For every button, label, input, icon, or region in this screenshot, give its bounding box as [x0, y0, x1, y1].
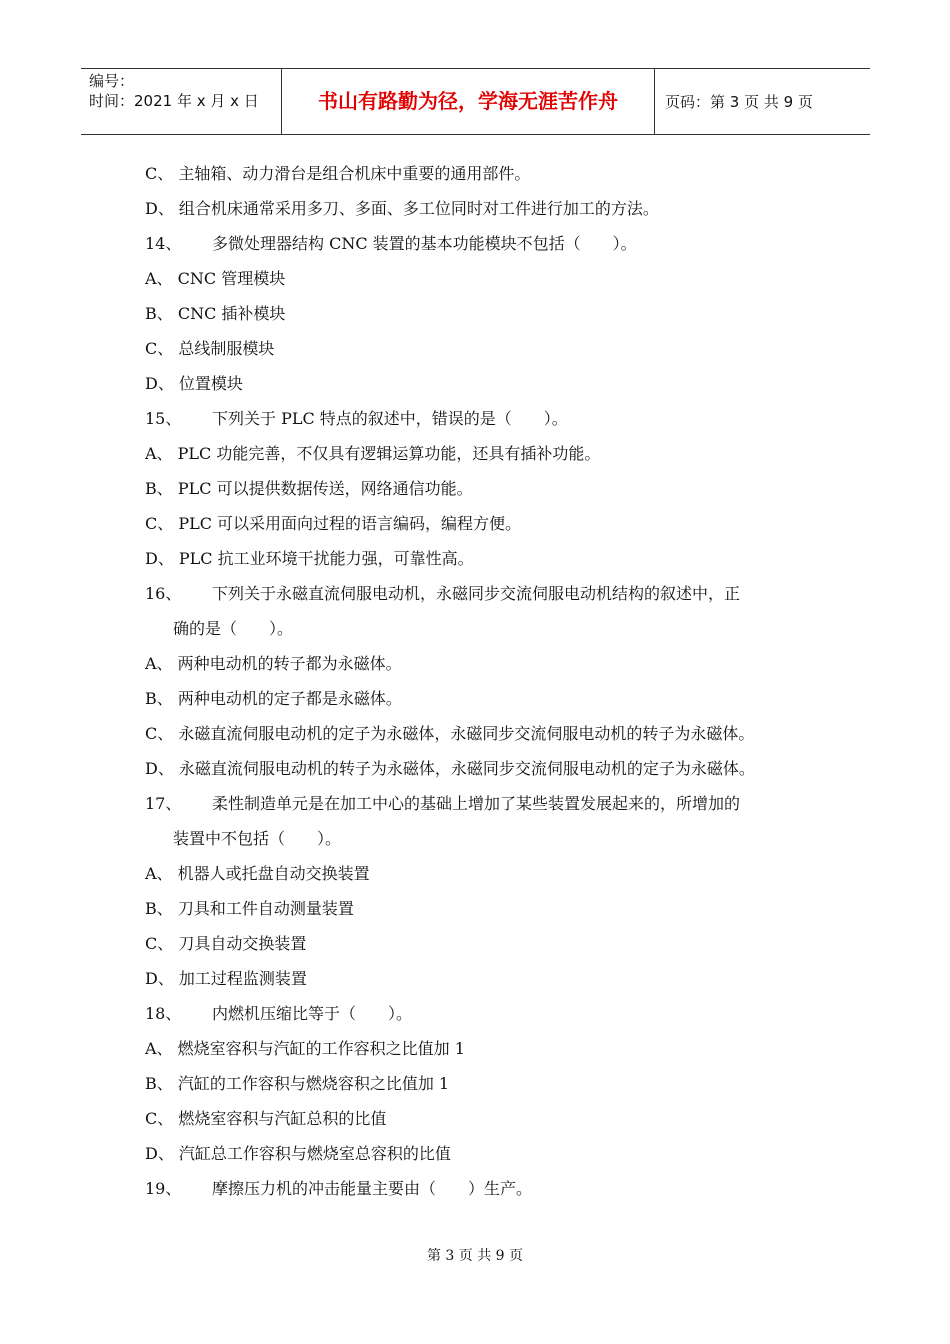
- question-number: 18、: [145, 1004, 182, 1023]
- answer-option: A、 CNC 管理模块: [145, 269, 286, 288]
- question-line: [145, 1171, 825, 1206]
- question-number: 19、: [145, 1179, 182, 1198]
- question-text: 下列关于永磁直流伺服电动机，永磁同步交流伺服电动机结构的叙述中，正: [212, 584, 741, 603]
- question-text-continuation: 装置中不包括（ ）。: [173, 829, 342, 848]
- time-label: 时间：2021 年 x 月 x 日: [89, 92, 259, 110]
- header-meta: [81, 69, 282, 134]
- header-motto: 书山有路勤为径，学海无涯苦作舟: [282, 69, 655, 134]
- page-header: [81, 68, 870, 135]
- answer-option: D、 PLC 抗工业环境干扰能力强，可靠性高。: [145, 549, 474, 568]
- question-line: [145, 226, 825, 261]
- question-text: 多微处理器结构 CNC 装置的基本功能模块不包括（ ）。: [212, 234, 637, 253]
- answer-option: B、 PLC 可以提供数据传送，网络通信功能。: [145, 479, 473, 498]
- header-page-info: 页码：第 3 页 共 9 页: [665, 93, 813, 111]
- answer-option: A、 PLC 功能完善，不仅具有逻辑运算功能，还具有插补功能。: [145, 444, 601, 463]
- question-line: [145, 401, 825, 436]
- answer-option: D、 汽缸总工作容积与燃烧室总容积的比值: [145, 1144, 451, 1163]
- answer-option: D、 加工过程监测装置: [145, 969, 307, 988]
- answer-option: B、 两种电动机的定子都是永磁体。: [145, 689, 402, 708]
- answer-option: B、 汽缸的工作容积与燃烧容积之比值加 1: [145, 1074, 450, 1093]
- page-footer: 第 3 页 共 9 页: [426, 1248, 524, 1264]
- answer-option: C、 主轴箱、动力滑台是组合机床中重要的通用部件。: [145, 164, 531, 183]
- question-line: [145, 576, 825, 611]
- answer-option: C、 总线制服模块: [145, 339, 275, 358]
- question-content: [145, 156, 825, 1206]
- question-line: [145, 996, 825, 1031]
- question-number: 17、: [145, 794, 182, 813]
- question-text: 下列关于 PLC 特点的叙述中，错误的是（ ）。: [212, 409, 568, 428]
- question-text: 内燃机压缩比等于（ ）。: [212, 1004, 413, 1023]
- question-number: 14、: [145, 234, 182, 253]
- answer-option: A、 机器人或托盘自动交换装置: [145, 864, 370, 883]
- answer-option: C、 刀具自动交换装置: [145, 934, 307, 953]
- question-text-continuation: 确的是（ ）。: [173, 619, 294, 638]
- answer-option: D、 永磁直流伺服电动机的转子为永磁体，永磁同步交流伺服电动机的定子为永磁体。: [145, 759, 755, 778]
- question-number: 15、: [145, 409, 182, 428]
- answer-option: B、 刀具和工件自动测量装置: [145, 899, 354, 918]
- answer-option: C、 PLC 可以采用面向过程的语言编码，编程方便。: [145, 514, 522, 533]
- question-number: 16、: [145, 584, 182, 603]
- question-text: 摩擦压力机的冲击能量主要由（ ）生产。: [212, 1179, 533, 1198]
- question-line: [145, 786, 825, 821]
- answer-option: D、 组合机床通常采用多刀、多面、多工位同时对工件进行加工的方法。: [145, 199, 659, 218]
- answer-option: A、 两种电动机的转子都为永磁体。: [145, 654, 402, 673]
- answer-option: B、 CNC 插补模块: [145, 304, 286, 323]
- answer-option: C、 燃烧室容积与汽缸总积的比值: [145, 1109, 387, 1128]
- answer-option: D、 位置模块: [145, 374, 243, 393]
- answer-option: A、 燃烧室容积与汽缸的工作容积之比值加 1: [145, 1039, 465, 1058]
- question-text: 柔性制造单元是在加工中心的基础上增加了某些装置发展起来的，所增加的: [212, 794, 741, 813]
- number-label: 编号：: [89, 72, 135, 90]
- answer-option: C、 永磁直流伺服电动机的定子为永磁体，永磁同步交流伺服电动机的转子为永磁体。: [145, 724, 755, 743]
